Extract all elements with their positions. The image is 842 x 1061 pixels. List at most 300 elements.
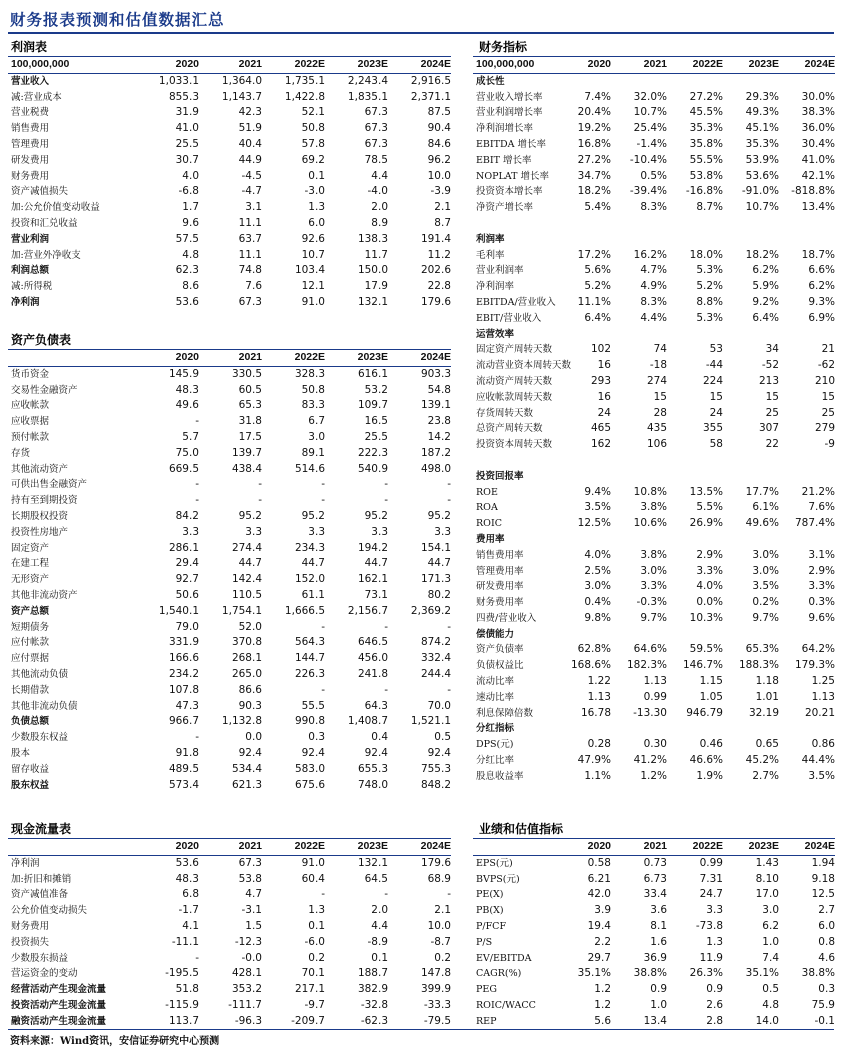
row-value: 2.5%	[584, 564, 611, 577]
row-value: 0.3%	[808, 596, 835, 609]
row-value: 95.2	[364, 509, 388, 522]
table-row	[473, 200, 835, 216]
row-value: 95.2	[427, 509, 451, 522]
row-value	[667, 721, 723, 737]
row-value: 44.7	[364, 557, 388, 570]
row-label: PEG	[476, 984, 497, 996]
row-label: 其他非流动负债	[11, 700, 78, 712]
table-row	[473, 216, 835, 232]
row-value: 0.73	[643, 856, 667, 869]
row-value: 2,369.2	[410, 604, 451, 617]
table-row	[8, 493, 451, 509]
table-row	[8, 398, 451, 414]
row-label: 可供出售金融资产	[11, 479, 88, 491]
valuation-section	[473, 819, 835, 1030]
row-label: 应收帐款周转天数	[476, 391, 553, 403]
row-value: 91.0	[301, 295, 325, 308]
row-value: 222.3	[357, 446, 388, 459]
row-value: 4.7%	[640, 264, 667, 277]
row-label: REP	[476, 1015, 497, 1027]
table-row	[8, 762, 451, 778]
row-value: 61.1	[301, 588, 325, 601]
row-value: 10.0	[427, 169, 451, 182]
row-label: 交易性金融资产	[11, 384, 78, 396]
row-value: 69.2	[301, 153, 325, 166]
row-value: 2020	[555, 839, 611, 855]
row-value: 63.7	[238, 232, 262, 245]
row-label: 净利润率	[476, 281, 515, 293]
table-row	[473, 184, 835, 200]
row-value: 4.8	[762, 998, 779, 1011]
row-label: 运营效率	[476, 328, 515, 340]
row-value: 583.0	[294, 762, 325, 775]
row-value: 84.6	[427, 137, 451, 150]
row-value: 534.4	[231, 762, 262, 775]
row-value: 29.4	[175, 557, 199, 570]
row-value: -8.7	[430, 935, 451, 948]
row-label: 其他流动负债	[11, 668, 69, 680]
row-label: DPS(元)	[476, 739, 514, 751]
table-row	[8, 73, 451, 89]
row-value: 286.1	[168, 541, 199, 554]
row-value: 3.8%	[640, 548, 667, 561]
row-value: 7.4	[762, 951, 779, 964]
row-value	[779, 721, 835, 737]
row-label: 财务费用率	[476, 597, 524, 609]
row-value: 166.6	[168, 652, 199, 665]
table-row	[473, 279, 835, 295]
row-value: 21	[821, 343, 835, 356]
row-value: 2020	[555, 57, 611, 73]
table-row	[8, 216, 451, 232]
row-value: 573.4	[168, 778, 199, 791]
row-value: 8.7	[434, 216, 451, 229]
row-value: -11.1	[171, 935, 199, 948]
row-value: 2023E	[325, 839, 388, 855]
row-value: 74.8	[238, 264, 262, 277]
row-value: 5.3%	[696, 311, 723, 324]
row-label: 经营活动产生现金流量	[11, 984, 107, 996]
row-value: 110.5	[231, 588, 262, 601]
row-label: 财务费用	[11, 170, 50, 182]
table-row	[473, 500, 835, 516]
row-label	[8, 839, 136, 855]
row-value	[779, 532, 835, 548]
row-value: 564.3	[294, 636, 325, 649]
row-value: 12.5	[811, 888, 835, 901]
cash-flow-title: 现金流量表	[8, 819, 451, 839]
row-value: 16	[597, 390, 611, 403]
row-value: 1.22	[587, 675, 611, 688]
row-label: PE(X)	[476, 889, 504, 901]
row-value: 73.1	[364, 588, 388, 601]
table-row	[473, 903, 835, 919]
row-value: 1,754.1	[221, 604, 262, 617]
row-value: 616.1	[357, 367, 388, 380]
row-value: -	[195, 731, 199, 744]
row-value: 3.5%	[752, 580, 779, 593]
row-value: 0.4	[371, 731, 388, 744]
row-value: 150.0	[357, 264, 388, 277]
row-value: 5.5%	[696, 501, 723, 514]
row-value: 241.8	[357, 667, 388, 680]
row-value: -62	[817, 359, 835, 372]
row-label: 投资和汇兑收益	[11, 217, 78, 229]
table-row	[8, 446, 451, 462]
row-value: 5.6	[594, 1014, 611, 1027]
row-value: 1.0	[762, 935, 779, 948]
financial-ratios-table	[473, 57, 835, 785]
row-label: 投资性房地产	[11, 526, 69, 538]
row-value: 11.1	[238, 216, 262, 229]
row-value: 64.2%	[801, 643, 835, 656]
row-label: 股本	[11, 747, 31, 759]
table-row	[473, 998, 835, 1014]
row-value: 18.7%	[801, 248, 835, 261]
row-label: 短期债务	[11, 621, 50, 633]
row-value	[555, 532, 611, 548]
row-value: 42.1%	[801, 169, 835, 182]
row-value: 2.6	[706, 998, 723, 1011]
balance-sheet-title: 资产负债表	[8, 330, 451, 350]
row-value	[611, 721, 667, 737]
table-row	[473, 887, 835, 903]
table-row	[8, 855, 451, 871]
row-value: 67.3	[364, 137, 388, 150]
row-label: 流动营业资本周转天数	[476, 360, 572, 372]
row-value	[667, 327, 723, 343]
row-value	[723, 453, 779, 469]
row-value: 2024E	[388, 57, 451, 73]
page-title: 财务报表预测和估值数据汇总	[10, 11, 225, 29]
row-value: 25.5	[364, 430, 388, 443]
row-value: 25.5	[175, 137, 199, 150]
row-value: 188.7	[357, 967, 388, 980]
row-value: 13.4	[643, 1014, 667, 1027]
row-value: 40.4	[238, 137, 262, 150]
row-value: 1,422.8	[284, 90, 325, 103]
row-value: 51.8	[175, 983, 199, 996]
row-value: 75.9	[811, 998, 835, 1011]
table-row	[473, 919, 835, 935]
row-label	[473, 453, 555, 469]
row-value: 106	[646, 438, 667, 451]
row-value: 0.9	[650, 983, 667, 996]
row-value: 15	[821, 390, 835, 403]
row-value: 109.7	[357, 399, 388, 412]
row-value: 2020	[136, 839, 199, 855]
table-row	[8, 121, 451, 137]
row-value: 10.7%	[633, 106, 667, 119]
row-value: 0.1	[371, 951, 388, 964]
row-value: -818.8%	[791, 185, 835, 198]
row-value: 31.8	[238, 415, 262, 428]
table-row	[473, 437, 835, 453]
row-value: 20.21	[804, 706, 835, 719]
row-value: -209.7	[291, 1014, 325, 1027]
row-value: -	[384, 888, 388, 901]
row-value: 669.5	[168, 462, 199, 475]
row-label: 营业收入	[11, 75, 50, 87]
table-row	[8, 200, 451, 216]
row-value: 3.1%	[808, 548, 835, 561]
row-value: 8.8%	[696, 295, 723, 308]
row-value: 2022E	[262, 350, 325, 366]
row-value: -12.3	[234, 935, 262, 948]
table-row	[8, 383, 451, 399]
row-value: 4.4%	[640, 311, 667, 324]
row-value: 3.5%	[808, 769, 835, 782]
row-value: 2,243.4	[347, 74, 388, 87]
table-row	[8, 414, 451, 430]
valuation-table	[473, 839, 835, 1030]
row-value: 25	[765, 406, 779, 419]
row-value: 0.5	[434, 731, 451, 744]
row-value: 34	[765, 343, 779, 356]
row-label: 管理费用率	[476, 565, 524, 577]
row-value: -195.5	[165, 967, 199, 980]
income-statement-table	[8, 57, 451, 311]
row-value: 514.6	[294, 462, 325, 475]
row-value: 1,408.7	[347, 715, 388, 728]
income-statement-title: 利润表	[8, 37, 451, 57]
table-row	[8, 951, 451, 967]
row-value	[611, 469, 667, 485]
row-value: 18.2%	[577, 185, 611, 198]
row-value: 38.3%	[801, 106, 835, 119]
row-label: 100,000,000	[473, 57, 555, 73]
row-value: 91.8	[175, 746, 199, 759]
row-value: -79.5	[423, 1014, 451, 1027]
row-value: 57.5	[175, 232, 199, 245]
table-row	[473, 627, 835, 643]
row-label: 应收票据	[11, 416, 50, 428]
row-label: ROIC/WACC	[476, 999, 536, 1011]
row-value: 45.5%	[689, 106, 723, 119]
row-value: 1.3	[308, 201, 325, 214]
table-row	[473, 1014, 835, 1030]
row-value: 3.0%	[584, 580, 611, 593]
row-label: PB(X)	[476, 905, 504, 917]
row-value: 675.6	[294, 778, 325, 791]
row-value: 370.8	[231, 636, 262, 649]
row-value: 2024E	[779, 57, 835, 73]
row-value: 35.3%	[745, 137, 779, 150]
row-value: 132.1	[357, 856, 388, 869]
row-value: 655.3	[357, 762, 388, 775]
table-row	[473, 73, 835, 89]
row-label: 研发费用率	[476, 581, 524, 593]
row-value: 1.3	[308, 904, 325, 917]
row-value: 2.9%	[808, 564, 835, 577]
row-value: 14.2	[427, 430, 451, 443]
row-value: 4.4	[371, 919, 388, 932]
table-row	[8, 366, 451, 382]
row-value: -	[195, 494, 199, 507]
row-value: 34.7%	[577, 169, 611, 182]
row-value: -3.0	[304, 185, 325, 198]
row-value: 86.6	[238, 683, 262, 696]
row-value: 8.9	[371, 216, 388, 229]
row-value: 29.3%	[745, 90, 779, 103]
row-value: 9.2%	[752, 295, 779, 308]
row-label: 负债总额	[11, 716, 50, 728]
row-value: 67.3	[364, 122, 388, 135]
row-value: 1.2	[594, 998, 611, 1011]
row-value	[555, 73, 611, 89]
row-value: 2023E	[723, 57, 779, 73]
row-value	[723, 216, 779, 232]
row-value: 9.6%	[808, 611, 835, 624]
row-value: 0.2	[434, 951, 451, 964]
row-value: 9.6	[182, 216, 199, 229]
row-value: 26.3%	[689, 967, 723, 980]
row-value: 10.0	[427, 919, 451, 932]
row-value: 23.8	[427, 415, 451, 428]
row-value: 22.8	[427, 280, 451, 293]
row-label: 应收帐款	[11, 400, 50, 412]
row-value	[723, 327, 779, 343]
cash-flow-table	[8, 839, 451, 1030]
row-label: 投资资本增长率	[476, 186, 543, 198]
row-value: 3.0%	[752, 564, 779, 577]
row-value: 26.9%	[689, 517, 723, 530]
row-value: -8.9	[367, 935, 388, 948]
row-value: -0.1	[814, 1014, 835, 1027]
row-value: 9.18	[811, 872, 835, 885]
row-value: 0.28	[587, 738, 611, 751]
row-value: 6.4%	[584, 311, 611, 324]
row-value: 194.2	[357, 541, 388, 554]
row-label: 预付帐款	[11, 431, 50, 443]
row-label: 投资回报率	[476, 470, 524, 482]
row-value: 10.8%	[633, 485, 667, 498]
row-value: 0.0%	[696, 596, 723, 609]
row-value: 2021	[199, 350, 262, 366]
row-label: 分红比率	[476, 755, 515, 767]
row-value: 162	[590, 438, 611, 451]
row-value: 15	[709, 390, 723, 403]
row-label: 应付票据	[11, 653, 50, 665]
row-value: 92.4	[427, 746, 451, 759]
row-value: 234.2	[168, 667, 199, 680]
row-value: 92.6	[301, 232, 325, 245]
row-value: 1,666.5	[284, 604, 325, 617]
row-value: 62.8%	[577, 643, 611, 656]
row-value: 3.3%	[696, 564, 723, 577]
row-label: 费用率	[476, 533, 505, 545]
row-value	[611, 73, 667, 89]
row-value: 3.9	[594, 904, 611, 917]
table-row	[473, 564, 835, 580]
row-value: 41.0	[175, 122, 199, 135]
row-label: 其他非流动资产	[11, 589, 78, 601]
row-value: 90.4	[427, 122, 451, 135]
row-value: 53.8	[238, 872, 262, 885]
row-value: 3.3	[706, 904, 723, 917]
row-value: 1.2%	[640, 769, 667, 782]
row-label: 净利润	[11, 857, 40, 869]
row-value: -1.4%	[636, 137, 667, 150]
row-value: 0.4%	[584, 596, 611, 609]
row-value: 2021	[199, 57, 262, 73]
row-value: 489.5	[168, 762, 199, 775]
row-value: 3.3	[182, 525, 199, 538]
financial-ratios-section	[473, 37, 835, 785]
row-value: 6.2%	[808, 280, 835, 293]
row-value: 53	[709, 343, 723, 356]
row-value: 17.2%	[577, 248, 611, 261]
row-value	[723, 232, 779, 248]
row-value: 2.1	[434, 904, 451, 917]
row-value: 96.2	[427, 153, 451, 166]
table-header-row	[8, 839, 451, 855]
row-value: -10.4%	[629, 153, 667, 166]
row-value: 188.3%	[738, 659, 779, 672]
table-row	[473, 374, 835, 390]
row-value: 53.6%	[745, 169, 779, 182]
row-label: P/S	[476, 936, 493, 948]
row-label: ROE	[476, 486, 498, 498]
row-value: 31.9	[175, 106, 199, 119]
row-label: 投资损失	[11, 936, 50, 948]
row-value: 138.3	[357, 232, 388, 245]
row-value: -9.7	[304, 998, 325, 1011]
row-value	[611, 232, 667, 248]
row-value: 95.2	[301, 509, 325, 522]
row-value: 41.0%	[801, 153, 835, 166]
row-value: 2023E	[325, 57, 388, 73]
row-value: 2.7%	[752, 769, 779, 782]
table-row	[8, 556, 451, 572]
row-label: 持有至到期投资	[11, 495, 78, 507]
table-row	[8, 541, 451, 557]
row-value: 1,132.8	[221, 715, 262, 728]
row-value: -33.3	[423, 998, 451, 1011]
row-value: 1.18	[755, 675, 779, 688]
row-label: 利润率	[476, 233, 505, 245]
table-row	[8, 620, 451, 636]
row-value: 328.3	[294, 367, 325, 380]
row-value: 217.1	[294, 983, 325, 996]
row-value: 1.5	[245, 919, 262, 932]
row-label: 毛利率	[476, 249, 505, 261]
balance-sheet-section	[8, 330, 451, 793]
financial-ratios-title: 财务指标	[473, 37, 835, 57]
row-value: 224	[702, 374, 723, 387]
row-value: 49.6%	[745, 517, 779, 530]
row-value: 80.2	[427, 588, 451, 601]
row-value: -	[384, 494, 388, 507]
row-value: 89.1	[301, 446, 325, 459]
row-value: 2.0	[371, 201, 388, 214]
row-value: 48.3	[175, 383, 199, 396]
row-value: 1.0	[650, 998, 667, 1011]
row-value: 3.0%	[640, 564, 667, 577]
row-value: 22	[765, 438, 779, 451]
row-value: 7.6	[245, 280, 262, 293]
row-value: 1.15	[699, 675, 723, 688]
row-value: 6.1%	[752, 501, 779, 514]
row-value: 438.4	[231, 462, 262, 475]
source-note: 资料来源：Wind资讯，安信证券研究中心预测	[8, 1029, 834, 1047]
row-value: 75.0	[175, 446, 199, 459]
row-value: 67.3	[238, 295, 262, 308]
row-label: 营业收入增长率	[476, 91, 543, 103]
row-label: 管理费用	[11, 138, 50, 150]
row-value: 92.7	[175, 573, 199, 586]
row-value: 16.78	[580, 706, 611, 719]
